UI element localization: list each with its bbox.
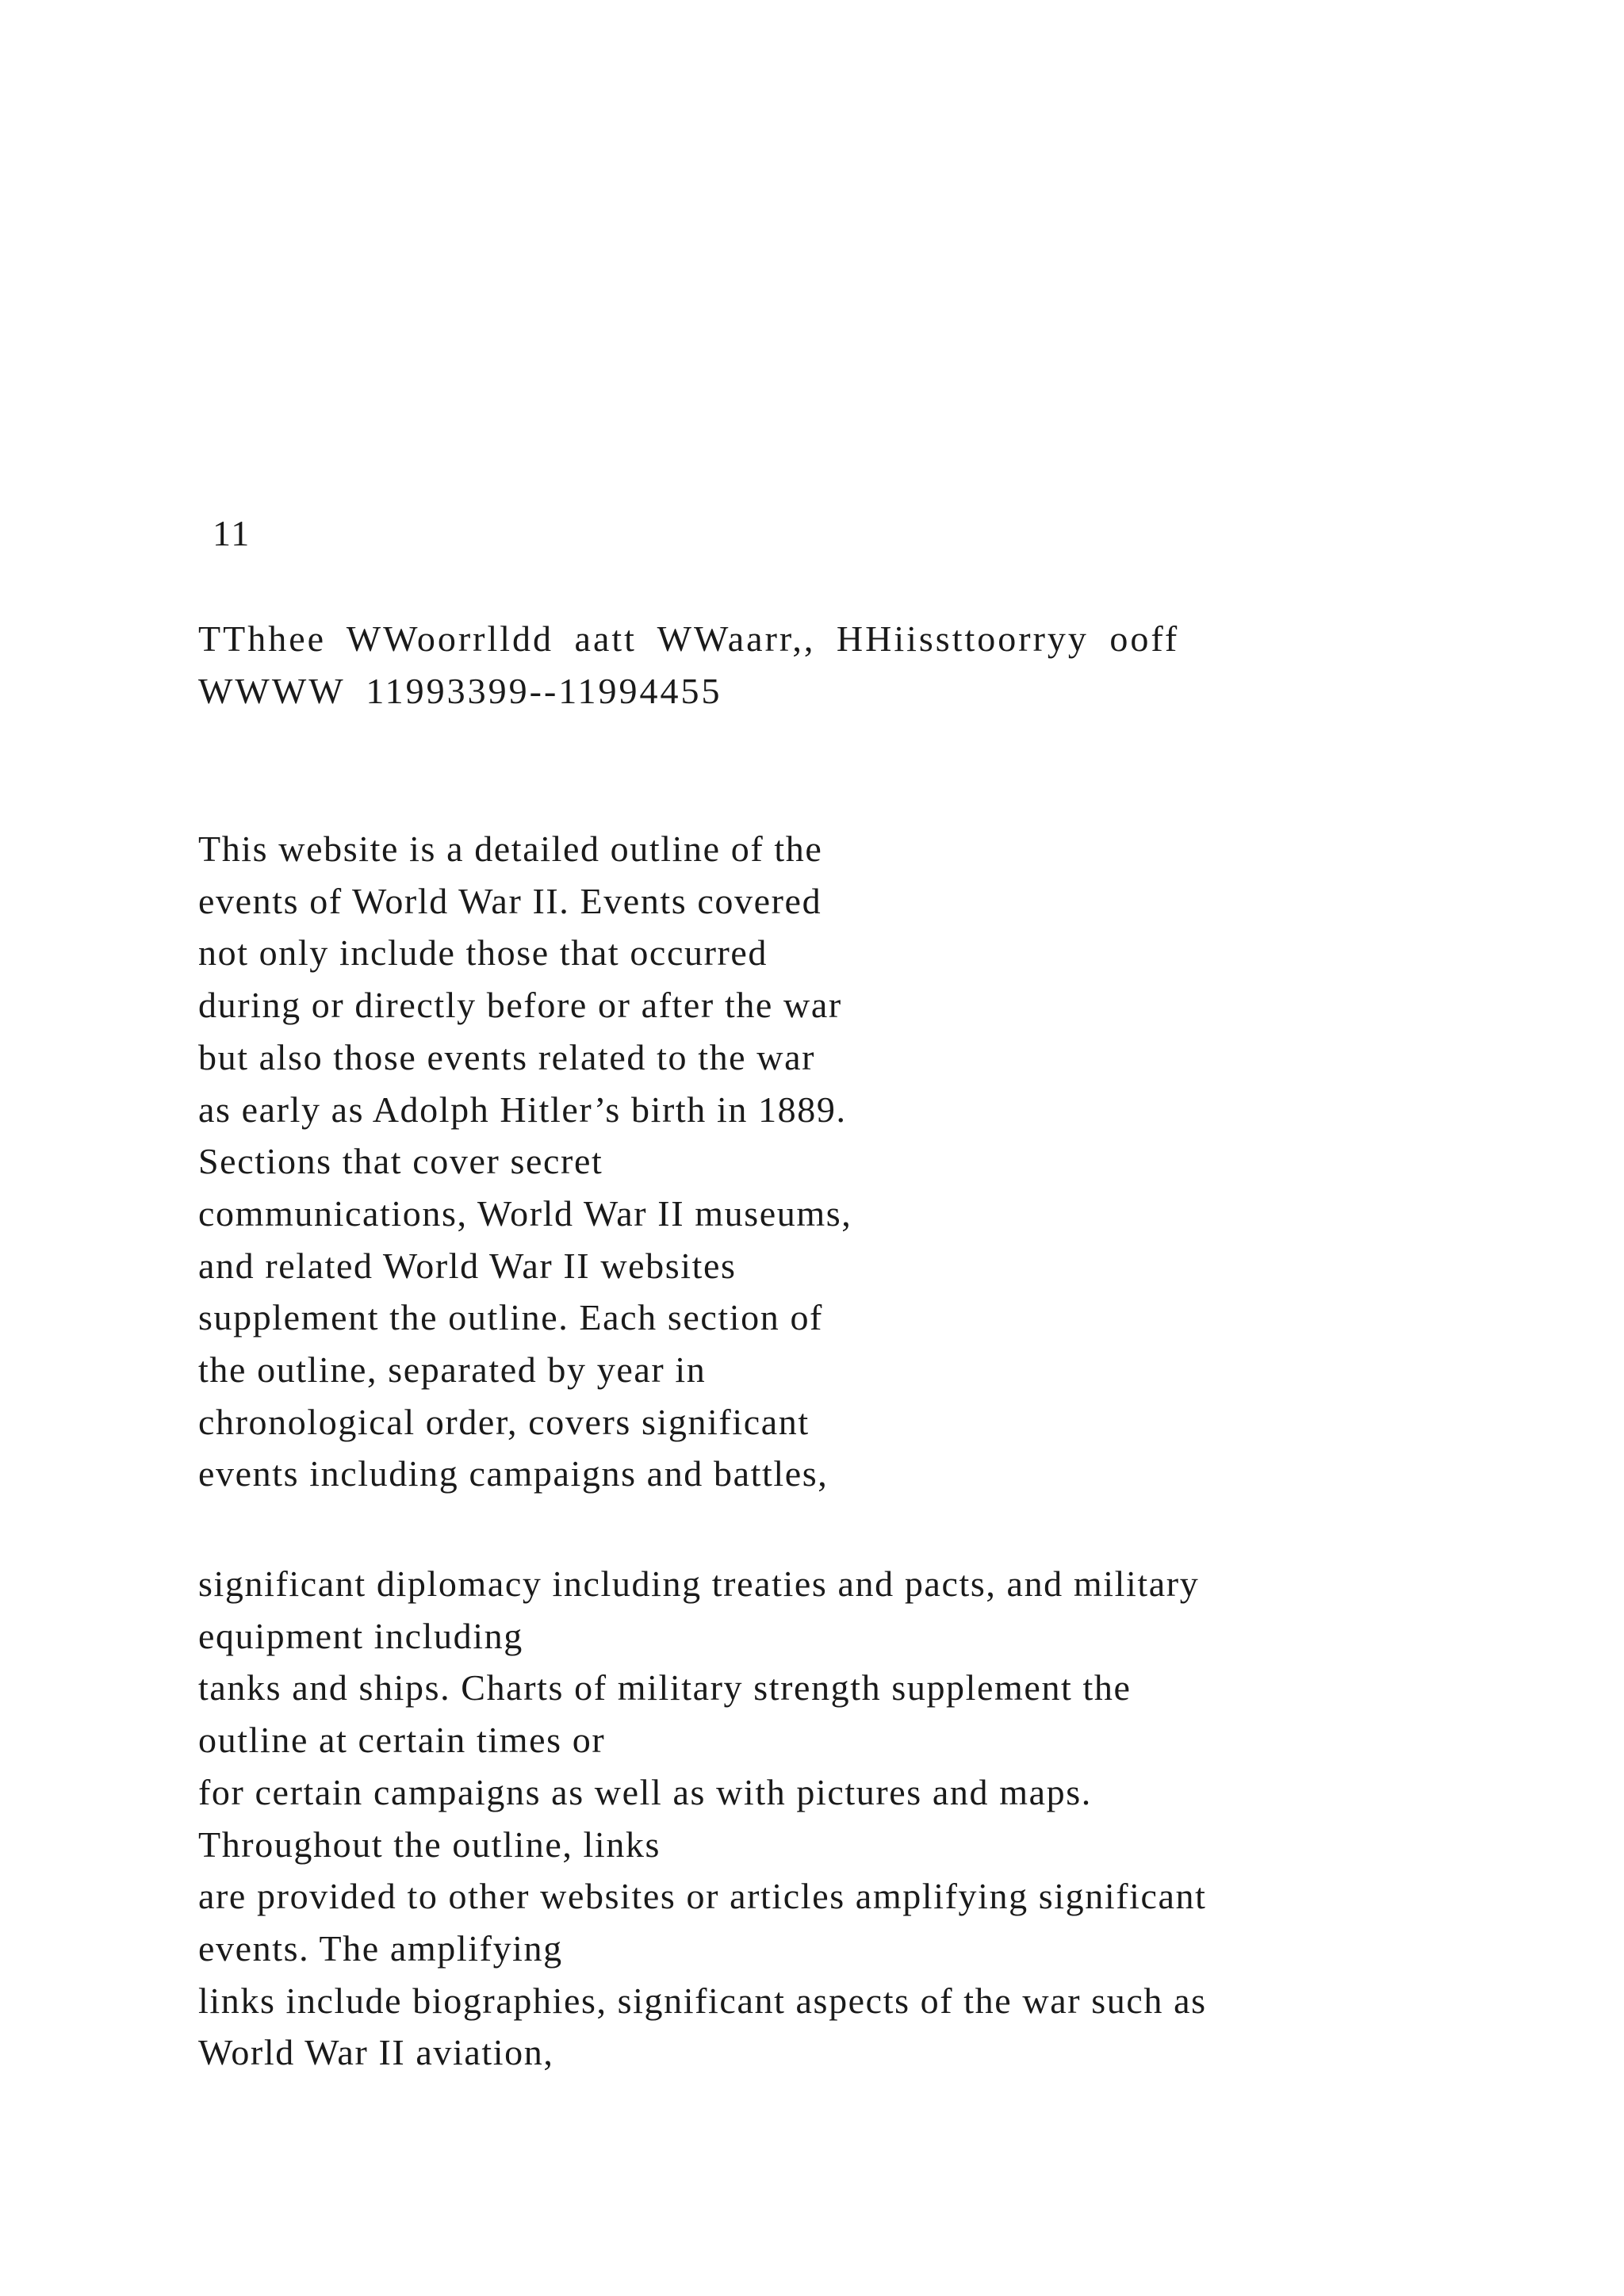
text-line: supplement the outline. Each section of — [198, 1297, 823, 1338]
text-line: Sections that cover secret — [198, 1141, 603, 1182]
text-line: events including campaigns and battles, — [198, 1453, 829, 1494]
text-line: are provided to other websites or articles amplifying significant — [198, 1876, 1207, 1917]
text-line: as early as Adolph Hitler’s birth in 1889. — [198, 1089, 847, 1130]
text-line: World War II aviation, — [198, 2032, 554, 2073]
text-line: chronological order, covers significant — [198, 1401, 810, 1442]
text-line: not only include those that occurred — [198, 932, 768, 974]
title-line: TThhee WWoorrlldd aatt WWaarr,, HHiissttoorryy ooff — [198, 618, 1180, 659]
text-line: tanks and ships. Charts of military strength supplement the — [198, 1667, 1132, 1709]
body-paragraph — [198, 1558, 1207, 2079]
title-line: WWWW 11993399--11994455 — [198, 671, 722, 711]
text-line: but also those events related to the war — [198, 1036, 816, 1077]
text-line: communications, World War II museums, — [198, 1192, 852, 1234]
text-line: events. The amplifying — [198, 1927, 563, 1969]
text-line: links include biographies, significant aspects of the war such as — [198, 1980, 1207, 2021]
text-line: outline at certain times or — [198, 1720, 606, 1761]
text-line: events of World War II. Events covered — [198, 880, 822, 921]
page-number: 11 — [213, 513, 251, 553]
text-line: for certain campaigns as well as with pictures and maps. — [198, 1771, 1092, 1812]
document-title — [198, 613, 1179, 718]
text-line: during or directly before or after the war — [198, 985, 842, 1026]
text-line: This website is a detailed outline of the — [198, 828, 823, 869]
text-line: significant diplomacy including treaties and pacts, and military — [198, 1563, 1200, 1604]
text-line: equipment including — [198, 1615, 523, 1656]
text-line: the outline, separated by year in — [198, 1349, 707, 1391]
text-line: and related World War II websites — [198, 1245, 737, 1286]
text-line: Throughout the outline, links — [198, 1823, 661, 1865]
intro-paragraph — [198, 823, 852, 1500]
